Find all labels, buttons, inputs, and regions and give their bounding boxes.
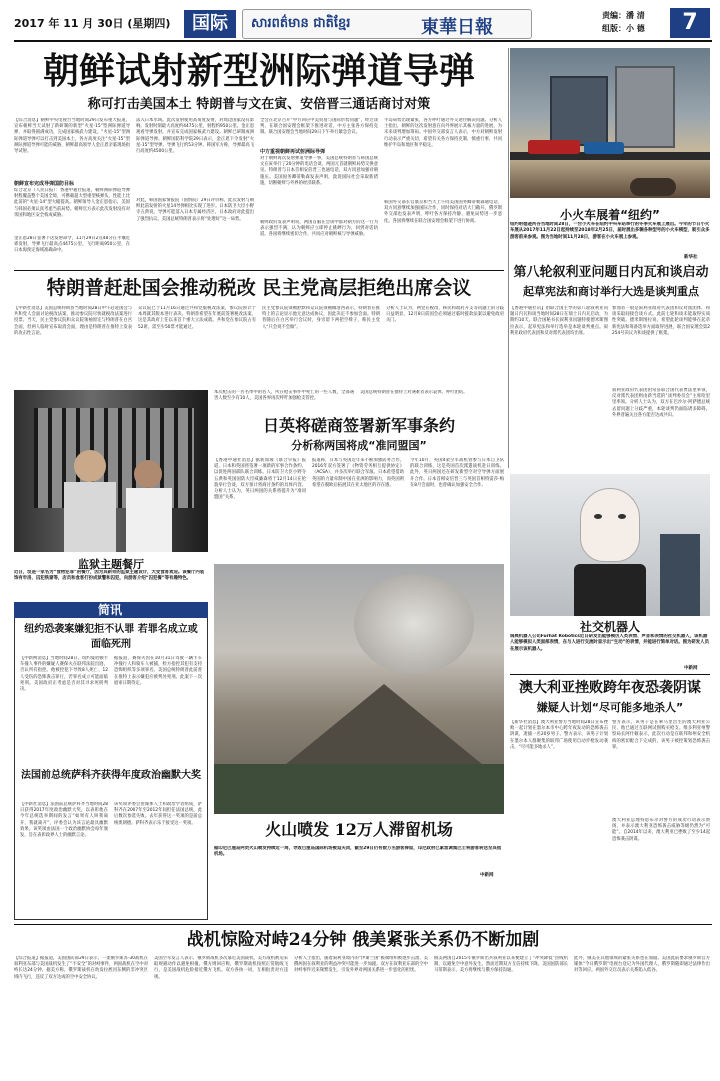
volcano-caption: 据印尼巴厘岛阿贡火山喷发持续近一周，导致巴厘岛国际机场被迫关闭，截至29日仍有数万名游客滞留，印尼政府已紧急调集巴士将游客转送至其他机场。	[214, 846, 502, 858]
australia-headline: 澳大利亚挫败跨年夜恐袭阴谋	[519, 680, 701, 696]
lead-col3-head: 中方重视朝鲜再试射洲际导弹	[260, 149, 326, 155]
tax-headline: 特朗普赶赴国会推动税改 民主党高层拒绝出席会议	[46, 277, 472, 299]
section-rule	[510, 674, 710, 675]
khmer-title: សារពត៌មាន ជាតិខ្មែរ	[251, 16, 351, 31]
usrussia-col5: 此外，俄美在其他领域的紧张关系也在加剧。美国此前要求俄罗斯官方媒体“今日俄罗斯”电视台登记为外国代理人，俄罗斯随即通过法律作出对等回应。两国外交官员表示关系陷入低谷。	[574, 956, 710, 974]
section-rule	[14, 924, 712, 925]
visitor-shape	[630, 178, 676, 196]
usrussia-col4: 俄美两国自2015年俄罗斯出兵叙利亚以来便建立了“冲突降低”热线机制，以避免空中意外发生。然而近期双方互信持续下降。美国国防部长马蒂斯表示，美方将继续与俄方保持沟通。	[434, 956, 568, 974]
volcano-caption-title: 火山喷发 12万人滞留机场	[265, 820, 453, 839]
brief1-col2: 据报道，赛保夫因在10月31日驾驶一辆卡车冲撞行人和骑车人被捕，检方指控其犯有支持恐怖组织等多项罪名。美国总统特朗普此前曾在推特上表示嫌犯应被判处死刑。此案下一次庭审日期待定。	[114, 656, 202, 686]
japan-uk-col1: 【香港中通社消息】据新加坡《联合早报》报道，日本和英国将签署一项新的军事合作条约，以促进两国部队联合训练。日本防卫大臣小野寺五典和英国国防大臣威廉森将于12月14日在伦敦举行会谈，双方预计将商讨条约的具体内容。分析人士认为，英日两国的关系将提升为“准同盟国”关系。	[214, 458, 306, 501]
person-shape	[64, 482, 116, 552]
section-label: 国际	[184, 10, 236, 38]
lead-headline: 朝鲜试射新型洲际弹道导弹	[42, 50, 475, 92]
japan-uk-col2: 报道称，日本与英国近年来不断加强防务合作，2016年双方签署了《物资劳务相互提供协定》（ACSA），并多次举行联合军演。日本希望借助英国的力量牵制中国在亚洲的影响力，而英国则希望在脱欧后拓展其在亚太地区的存在感。	[312, 458, 404, 488]
train-caption-title: 小火车展着“纽约”	[560, 208, 660, 222]
misc-col2: 美国总统特朗普在推特上对遇难者表示哀悼，呼吁团结。	[360, 390, 468, 395]
lead-col3: 全会在北京召开“中方回应中美贸易与国际形势问题”，经过谈判，在联合国安理会框架下推进对话，中方主张各方保持克制。联合国安理会当地时间29日下午举行紧急会议。	[260, 118, 378, 136]
page-number: 7	[670, 8, 710, 38]
japan-uk-col3: 今年10月，英国4架空军战机曾参与日本自卫队的联合训练，这是英国首次派遣战机赴日训练。此外，英日两国还在研发新型空对空导弹方面展开合作。日本首相安倍晋三与英国首相特雷莎·梅在8月会面时，也曾确认加强安全合作。	[410, 458, 504, 488]
tax-col2: 众议院已于11月16日通过共和党版税改法案，参议院预计于本周就其版本进行表决。特朗普希望在年底前签署税改法案，这是其政府上任以来首个重大立法成就。共和党在参议院占有52席，需至少50票才能通过。	[138, 306, 256, 330]
brief2-headline: 法国前总统萨科齐获得年度政治幽默大奖	[21, 770, 201, 781]
japan-uk-subheadline: 分析称两国将成“准同盟国”	[291, 439, 427, 452]
lead-subheadline: 称可打击美国本土 特朗普与文在寅、安倍晋三通话商讨对策	[87, 97, 431, 112]
paper-logo	[242, 9, 532, 39]
tax-col3: 民主党参议院领袖舒默和众议院领袖佩洛西表示，特朗普在推特上的言论显示他无意达成协议，因此决定不参加会面。特朗普随后在白宫举行会议时，身旁留下两把空椅子，称民主党人“只会说不会做”。	[262, 306, 380, 330]
person-shape	[134, 460, 162, 488]
person-shape	[660, 534, 700, 616]
volcano-credit: 中新网	[480, 873, 494, 878]
robot-caption: 瑞典机器人公司Furhat Robotics近日研发出能够模仿人类表情、声音和表情的社交机器人，该机器人能够模拟人类面部表情，在与人进行交流时显示出“生动”的表情，并能进行简单对话。图为研发人员在展示该机器人。	[510, 634, 709, 652]
masthead-rule	[14, 40, 712, 42]
person-shape	[126, 488, 172, 552]
tower-shape	[615, 66, 675, 148]
robot-head-shape	[580, 488, 640, 562]
syria-col3: 叙利亚政府代表团由常驻联合国代表贾法里率领，反对派代表团则由新当选的“谈判委员会”主席哈里里率领。分析人士认为，双方在巴沙尔·阿萨德总统去留问题上分歧严重，本轮谈判仍面临诸多障碍。外界普遍关注各方能否达成共识。	[612, 388, 710, 418]
brief1-headline: 纽约恐袭案嫌犯拒不认罪 若罪名成立或面临死刑	[24, 624, 198, 650]
lead-col2: 落入日本水域。此次发射使用高角度发射，对周边国家没有影响。发射时刻最大高度约4475公里，射程约950公里。金正恩观看导弹发射，并宣布完成国家核武力建设。朝鲜已研制成洲际弹道导弹。朝鲜国防科学院29日表示，金正恩下令发射“火星-15”型导弹，导弹飞行约53分钟。韩国军方称，导弹最高飞行高度约4500公里。	[136, 118, 254, 155]
brief2-col1: 【中新社消息】法国前总统萨科齐当地时间28日获得2017年度政治幽默大奖，以表彰他在今年总统选举期间的发言“如果有人叫我离开，我就离开”，评委会认为该言论最具幽默效果。该奖项由法国一个政治幽默协会每年颁发，旨在表彰政界人士的幽默言论。	[20, 802, 108, 839]
column-divider	[508, 48, 509, 468]
robot-body-shape	[574, 564, 646, 616]
australia-subheadline: 嫌疑人计划“尽可能多地杀人”	[536, 701, 684, 714]
building-shape	[550, 76, 608, 146]
lead-col1: 【综合消息】朝鲜中央电视台当地时间29日发布重大报道，宣布朝鲜当天试射了新研制的新型“火星-15”型洲际弹道导弹，并取得圆满成功，完成国家核武力建设。“火星-15”型洲际弹道导弹可以打击到美国本土，各方高度关注“火星-15”型洲际弹道导弹可能的威胁，朝鲜最高领导人金正恩亲临现场指导试射。	[14, 118, 130, 155]
person-shape	[74, 450, 106, 482]
restaurant-caption: 近日，坟是一家名为“食物犯罪”的餐厅，因为其新奇的监狱主题设计，大受食客欢迎。该餐厅内装饰有牢房、囚犯铁窗等，店员和食客打扮成狱警和囚犯，向游客介绍“囚犯餐”等有趣特色。	[14, 570, 205, 582]
japan-uk-headline: 日英将磋商签署新军事条约	[262, 416, 455, 435]
train-photo	[510, 48, 710, 198]
syria-col1: 【香港中通社讯】由联合国主导的第八轮叙利亚问题日内瓦和谈当地时间28日在瑞士日内瓦启动，为期约10天。联合国秘书长叙利亚问题特使德米斯图拉表示，起草宪法和举行选举是本轮谈判重点。叙利亚政府代表团和反对派代表团均出席。	[510, 306, 608, 336]
usrussia-headline: 战机惊险对峙24分钟 俄美紧张关系仍不断加剧	[186, 930, 540, 950]
usrussia-col3: 分析人士指出，随着叙利亚境内的“伊斯兰国”极端组织被逐步击溃，美俄两国在叙利亚的利益冲突可能进一步加剧。双方在叙利亚东部的空中对峙事件近来频繁发生，引发外界对两国关系进一步恶化的担忧。	[294, 956, 428, 974]
lead-col1-head: 朝鲜宣布完成导弹国防目标	[14, 181, 75, 187]
robot-photo	[510, 474, 710, 616]
robot-caption-title: 社交机器人	[579, 620, 640, 634]
lead-col1c: 金正恩28日签署下达发射命令，11月29日2点48分在平壤近郊发射，导弹飞行最高点4475公里，飞行距离950公里，在日本海预定海域准确命中。	[14, 236, 130, 254]
issue-date: 2017 年 11 月 30日 (星期四)	[14, 17, 171, 30]
usrussia-col1: 【综合报道】据报道，美国国防部29日表示，一架俄罗斯苏-30战机在叙利亚东部与美国战机发生了“不安全”的对峙事件，两国战机在空中对峙长达24分钟。据美方称，俄罗斯战机在幼发拉底河东侧的非冲突区域内飞行，违反了双方达成的空中安全协议。	[14, 956, 148, 980]
brief1-col1: 【中新网消息】当地时间28日，纽约曼哈顿卡车撞人事件的嫌疑人赛保夫在联邦法院出庭，否认所有指控。他被控犯下导致8人死亡、12人受伤的恐怖袭击罪行，若罪名成立可能面临死刑。美国政府正考虑是否对其寻求死刑判决。	[20, 656, 108, 693]
volcano-photo	[214, 564, 504, 814]
train-caption: 纽约哈德逊河谷当地时间28日，一台小火车在纽约中央车站举行的冬季火车展上展出。今年的节日小火车展从2017年11月22日起持续至2018年2月25日，届时展出多辆各种型号的小火车模型，吸引众多游客前来参观。图为当地时间11月28日，游客在小火车展上参观。	[510, 222, 710, 240]
robot-credit: 中新网	[684, 666, 698, 671]
robot-eye-shape	[594, 514, 602, 519]
australia-col3: 澳大利亚总理特恩布尔对警方的成功行动表示赞扬，并表示澳大利亚恐怖袭击威胁等级仍然为“可能”。自2014年以来，澳大利亚已挫败了至少14起恐怖袭击阴谋。	[612, 818, 710, 842]
syria-headline: 第八轮叙利亚问题日内瓦和谈启动	[513, 265, 709, 280]
australia-col2: 警方表示，该男子是在索马里出生的澳大利亚公民，他已通过互联网试图购买枪支。维多利亚州警察局长阿什顿表示，此次行动是在联邦和州安全机构的密切配合下完成的，该男子被控策划恐怖袭击罪。	[612, 720, 710, 750]
foreground-shape	[214, 764, 504, 814]
lead-col3c: 朝鲜政府发表声明说，两国首脑在会谈中都对朝方的这一行为表示强烈不满，认为朝鲜应立即停止挑衅行为，回到对话轨道。各国将继续密切合作，共同应对朝鲜核与导弹威胁。	[260, 220, 378, 238]
lead-col1b: 综合北京（人民日报）：香港中通社报道，朝鲜洲际弹道导弹射程覆盖整个美国全境，可携载超大型重型核弹头，性能上比此前的“火星-14”型大幅提高。朝鲜领导人金正恩指示，美国与韩国必须认真考虑当前局势。朝鲜官方表示此次发射没有对邻国和地区安全构成威胁。	[14, 188, 130, 218]
robot-eye-shape	[618, 514, 626, 519]
brief2-col2: 该奖项评委会由媒体人士和政治学者组成，萨科齐在2007年至2012年间担任法国总统，此后数次参选失败。去年获得这一奖项的是前总统奥朗德。萨科齐表示乐于接受这一奖项。	[114, 802, 202, 826]
lead-col2b: 对此，韩国国家情报院（国情院）29日评价称，此次发射与朝鲜此前发射的火星14导弹相比实现了进步。日本防卫大臣小野寺五典说，导弹可能落入日本专属经济区，日本政府对此提出了强烈抗议。美国总统特朗普表示将“处理好”这一局势。	[136, 198, 254, 222]
lead-col3b: 对于朝鲜再次发射弹道导弹一事，美国总统特朗普与韩国总统文在寅举行了20分钟的电话会谈，两国元首就朝鲜局势交换意见。特朗普与日本首相安倍晋三也通电话，双方同意加强对朝施压。美国国务卿蒂勒森发表声明，敦促国际社会采取新措施，切断朝鲜与外界的经济联系。	[260, 156, 378, 186]
editor-credit: 责编：潘 清	[602, 11, 645, 20]
lead-col4: 半岛局势出现紧张，各方呼吁通过外交途径解决问题。分析人士指出，朝鲜的这次发射意在向外界展示其核力量的进展，为未来谈判增加筹码。中国外交部发言人表示，中方对朝鲜发射行动表示严重关切，希望有关各方保持克制，慎重行事，共同维护半岛和地区和平稳定。	[384, 118, 502, 148]
restaurant-photo	[14, 390, 208, 552]
section-rule	[14, 270, 504, 271]
misc-col1: 本次枪击的一名名单中的名人，所在枪击事件中死亡的一些人数，全部遇害人数至少有10人，美国各界再次呼吁加强枪支管控。	[214, 390, 354, 402]
train-credit: 新华社	[684, 255, 698, 260]
tax-col1: 【中新社消息】美国总统特朗普当地时间28日中午赶赴国会与共和党人会面讨论税改法案，推动参议院尽快就税改法案进行投票。当天，民主党参议院和众议院领袖原定与特朗普在白宫会面，但两人临时宣布取消会面，理由是特朗普在推特上发表的攻击性言论。	[14, 306, 132, 336]
designer-credit: 组版：小 德	[602, 24, 645, 33]
australia-col1: 【新华社消息】澳大利亚警方当地时间28日宣布挫败一起计划在墨尔本市中心跨年夜发动的恐怖袭击阴谋，逮捕一名20岁男子。警方表示，该男子计划在墨尔本人群聚集的联邦广场使用自动步枪发动袭击，“尽可能多地杀人”。	[510, 720, 608, 750]
syria-subheadline: 起草宪法和商讨举行大选是谈判重点	[523, 285, 699, 298]
paper-name: 東華日報	[421, 17, 493, 38]
train-car-shape	[584, 142, 624, 154]
tax-col4: 分析人士认为，两党在税改、移民和政府开支等问题上的分歧日益明显，12月8日前国会必须通过临时拨款法案以避免政府关门。	[386, 306, 504, 324]
restaurant-caption-title: 监狱主题餐厅	[78, 558, 144, 571]
train-car-shape	[528, 140, 580, 154]
ash-plume-shape	[354, 574, 474, 674]
briefs-label: 简讯	[97, 603, 122, 617]
lead-col4b: 韩国外交部长官康京和当天上午同美国国务卿蒂勒森通电话，双方同意继续加强国际合作，同时保持对话大门敞开。俄罗斯外交部也发表声明，呼吁各方保持冷静，避免局势进一步恶化。各国将继续在联合国安理会框架下进行协商。	[384, 200, 502, 224]
volcano-shape	[274, 684, 494, 774]
syria-col2: 参加者一般是叙利亚政府代表团和反对派团体，和谈采取间接会谈方式。此前七轮和谈未能取得实质性突破。德米斯图拉说，希望此轮谈判能够在起草新宪法和筹备选举方面取得进展，联合国安理会第2254号决议为和谈提供了框架。	[612, 306, 710, 336]
usrussia-col2: 美国空军发言人表示，俄罗斯战机多次靠近美国战机，美方战机被迫采取规避动作以避免相撞。俄方则回应称，俄罗斯战机按照正常航线飞行，是美国战机危险接近俄方飞机。双方各执一词，互相指责对方违规。	[154, 956, 288, 980]
